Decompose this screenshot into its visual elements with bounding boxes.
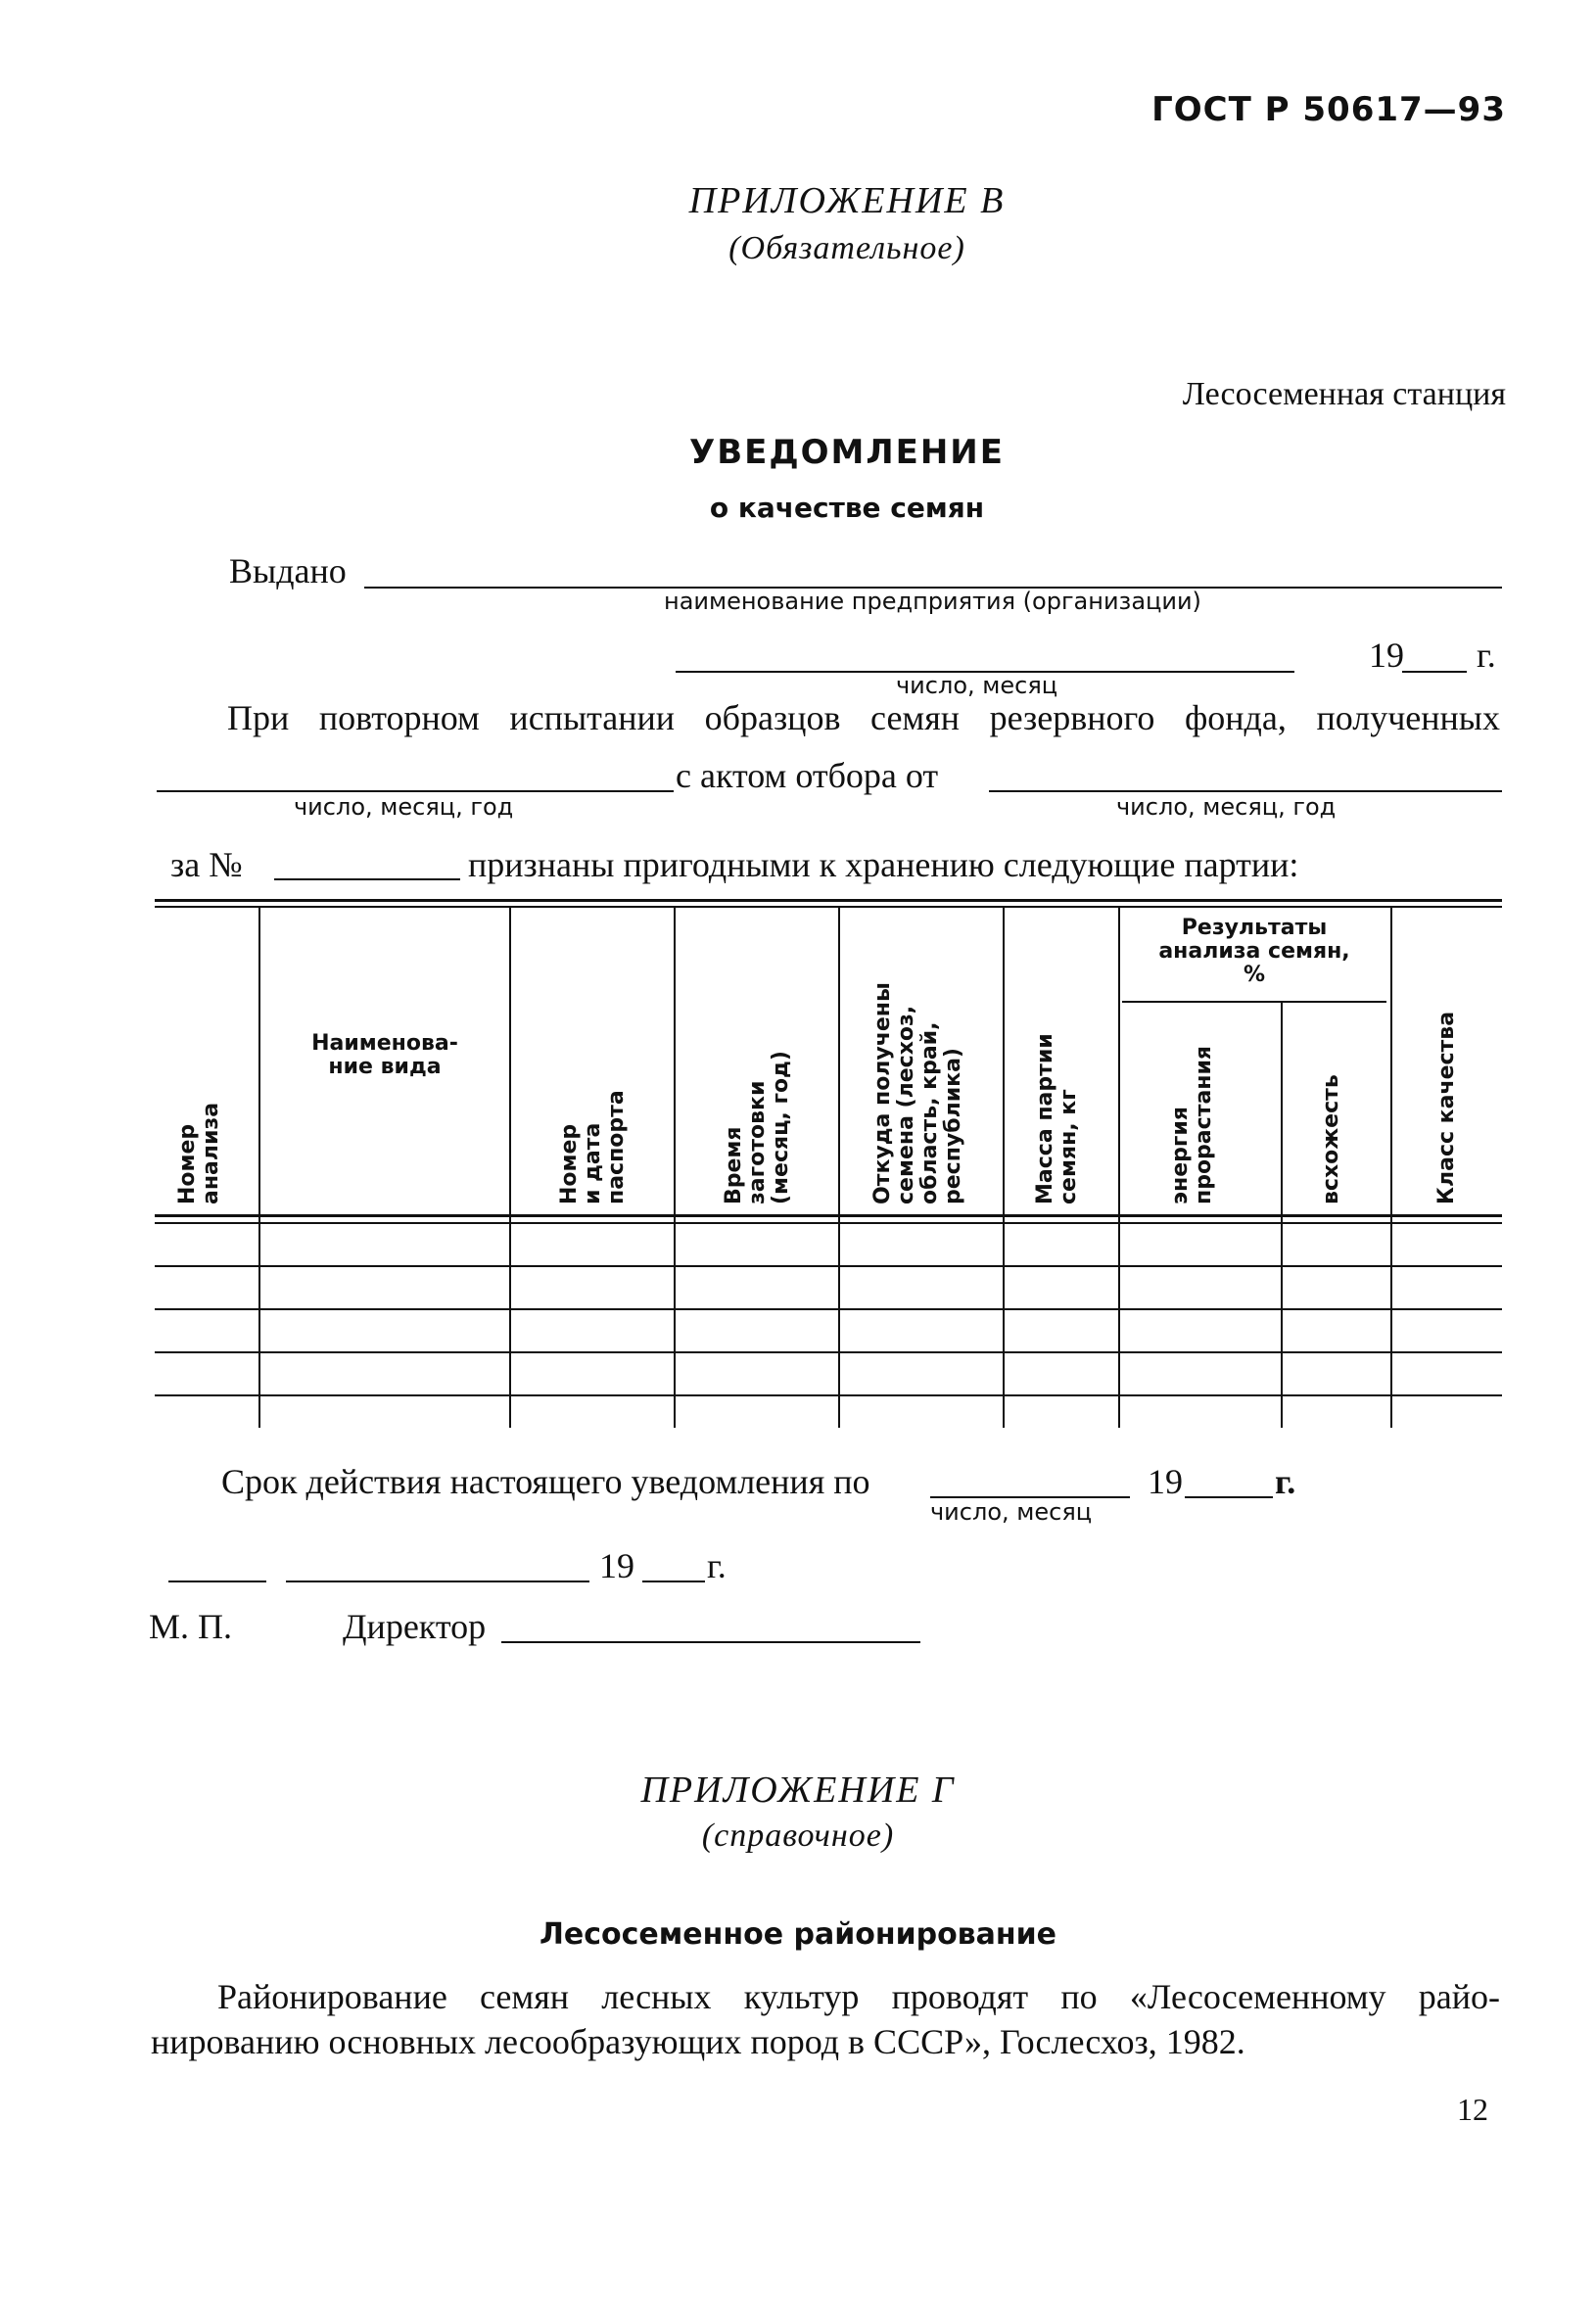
col-header-quality-class: Класс качества (1434, 1011, 1459, 1204)
date-caption: число, месяц (896, 672, 1058, 699)
table-top-rule-2 (155, 906, 1502, 908)
retest-text: При повторном испытании образцов семян резервного фонда, полученных (227, 698, 1500, 737)
issued-label: Выдано (229, 551, 347, 590)
validity-text: Срок действия настоящего уведомления по (221, 1462, 870, 1501)
col-header-analysis-number: Номер анализа (175, 1102, 223, 1204)
appendix-g-heading: Лесосеменное районирование (539, 1917, 1057, 1952)
col-header-passport: Номер и дата паспорта (557, 1090, 629, 1204)
table-row-line-3 (155, 1351, 1502, 1353)
notice-subtitle: о качестве семян (709, 492, 985, 524)
validity-year-prefix: 19 (1148, 1462, 1183, 1501)
validity-year-suffix: г. (1275, 1462, 1296, 1501)
director-label: Директор (343, 1607, 487, 1646)
director-signature-line (501, 1641, 920, 1643)
station-label: Лесосеменная станция (1182, 376, 1506, 412)
signature-year-line (642, 1581, 705, 1582)
validity-caption: число, месяц (930, 1498, 1093, 1526)
validity-year-line (1185, 1496, 1273, 1498)
table-header-rule (155, 1214, 1502, 1217)
appendix-v-title: ПРИЛОЖЕНИЕ В (688, 180, 1006, 221)
col-sep-7 (1281, 1003, 1283, 1428)
col-header-germination: всхожесть (1319, 1074, 1343, 1204)
col-sep-5 (1003, 906, 1005, 1428)
col-sep-2 (509, 906, 511, 1428)
number-fill-line (274, 878, 460, 880)
col-header-species-name: Наименова- ние вида (311, 1031, 458, 1079)
notice-title: УВЕДОМЛЕНИЕ (689, 433, 1005, 472)
col-sep-4 (838, 906, 840, 1428)
signature-year-suffix: г. (707, 1546, 727, 1585)
group-header-rule (1122, 1001, 1386, 1003)
number-prefix: за № (170, 845, 243, 884)
date-year-line (1402, 671, 1467, 673)
col-sep-3 (674, 906, 676, 1428)
appendix-g-paragraph-line-1: Районирование семян лесных культур проводят по «Лесосеменному райо- (217, 1977, 1500, 2016)
standard-code: ГОСТ Р 50617—93 (1151, 90, 1506, 129)
issued-caption: наименование предприятия (организации) (664, 588, 1201, 615)
table-top-rule (155, 899, 1502, 902)
act-text: с актом отбора от (676, 756, 939, 795)
col-sep-1 (258, 906, 260, 1428)
page-number: 12 (1457, 2092, 1488, 2127)
act-right-fill-line (989, 790, 1502, 792)
appendix-g-status: (справочное) (701, 1817, 895, 1854)
table-header-rule-2 (155, 1222, 1502, 1224)
col-header-harvest-time: Время заготовки (месяц, год) (722, 1051, 793, 1204)
date-year-suffix: г. (1477, 636, 1496, 675)
date-year-prefix: 19 (1369, 636, 1404, 675)
signature-year-prefix: 19 (599, 1546, 634, 1585)
col-header-germination-energy: энергия прорастания (1168, 1045, 1216, 1204)
table-row-line-4 (155, 1394, 1502, 1396)
appendix-g-title: ПРИЛОЖЕНИЕ Г (640, 1769, 956, 1811)
col-header-origin: Откуда получены семена (лесхоз, область, край, республика) (870, 982, 965, 1204)
col-sep-8 (1390, 906, 1392, 1428)
col-header-batch-mass: Масса партии семян, кг (1033, 1033, 1081, 1204)
signature-month-line (286, 1581, 589, 1582)
appendix-v-status: (Обязательное) (728, 230, 965, 266)
act-right-caption: число, месяц, год (1116, 793, 1337, 821)
seed-batches-table (155, 899, 1502, 1428)
stamp-label: М. П. (149, 1607, 233, 1646)
act-left-caption: число, месяц, год (294, 793, 514, 821)
group-header-results: Результаты анализа семян, % (1158, 916, 1350, 987)
act-left-fill-line (157, 790, 674, 792)
signature-day-line (168, 1581, 266, 1582)
appendix-g-paragraph-line-2: нированию основных лесообразующих пород в СССР», Гослесхоз, 1982. (151, 2022, 1245, 2061)
recognized-text: признаны пригодными к хранению следующие партии: (468, 845, 1299, 884)
table-row-line-1 (155, 1265, 1502, 1267)
table-row-line-2 (155, 1308, 1502, 1310)
